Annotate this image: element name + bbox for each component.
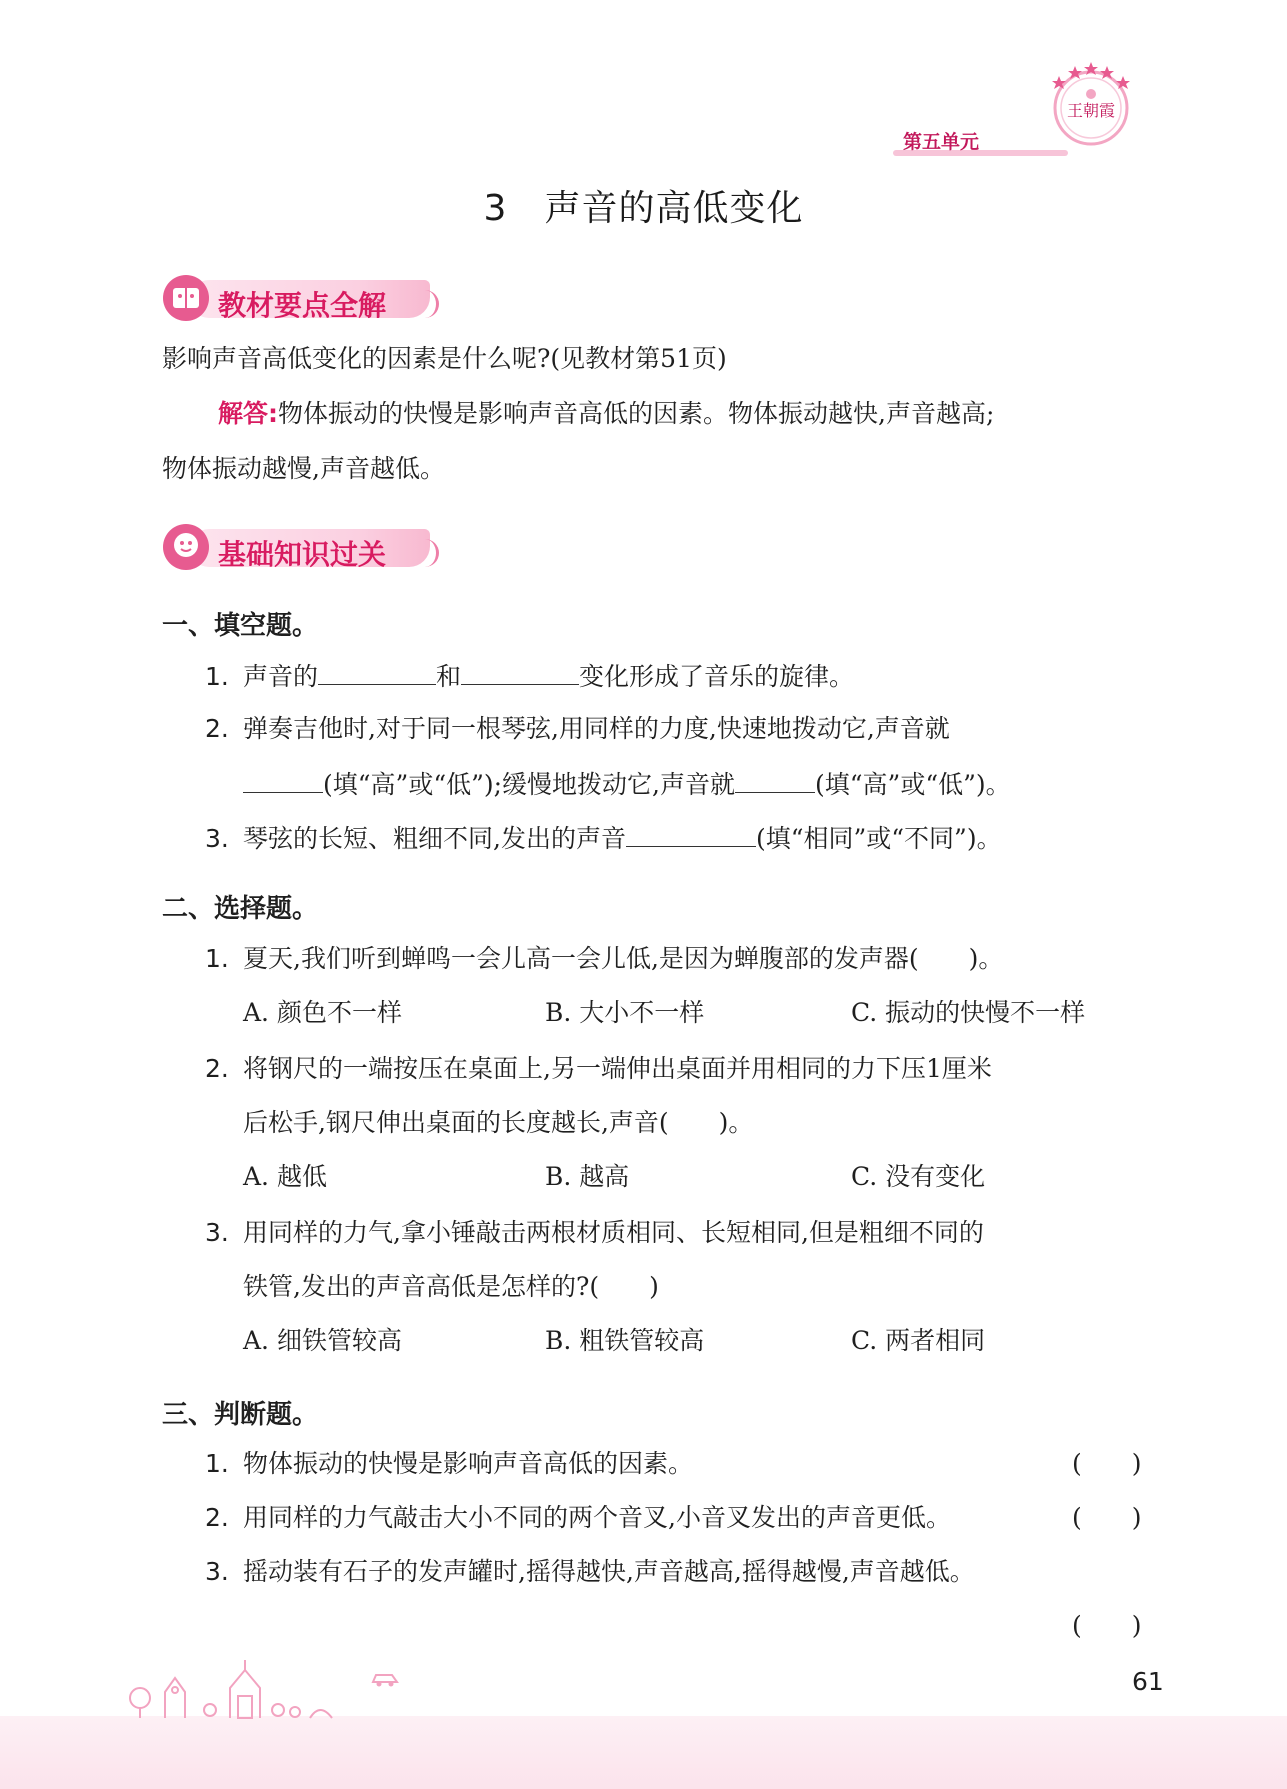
svg-text:王朝霞: 王朝霞 bbox=[1066, 101, 1116, 120]
section-banner-label: 教材要点全解 bbox=[218, 289, 387, 322]
answer-label: 解答: bbox=[218, 399, 278, 428]
fill-question-1: 1. 声音的 和 变化形成了音乐的旋律。 bbox=[205, 658, 854, 694]
option-b[interactable]: B. 粗铁管较高 bbox=[545, 1326, 705, 1355]
option-a[interactable]: A. 越低 bbox=[243, 1162, 327, 1191]
section-banner-textbook bbox=[160, 272, 440, 324]
answer-paren[interactable]: ( ) bbox=[1072, 1611, 1142, 1640]
option-b[interactable]: B. 大小不一样 bbox=[545, 998, 705, 1027]
answer-blank[interactable] bbox=[735, 766, 815, 793]
answer-line-2: 物体振动越慢,声音越低。 bbox=[162, 454, 445, 483]
answer-blank[interactable] bbox=[461, 658, 579, 685]
unit-label: 第五单元 bbox=[903, 131, 980, 153]
answer-line-1 bbox=[218, 397, 994, 431]
answer-blank[interactable] bbox=[243, 766, 323, 793]
page-title: 3 声音的高低变化 bbox=[483, 188, 804, 229]
town-illustration bbox=[120, 1640, 360, 1720]
page-number: 61 bbox=[1132, 1667, 1164, 1696]
judge-question-1: 1. 物体振动的快慢是影响声音高低的因素。 bbox=[205, 1449, 694, 1478]
heading-fill-in: 一、填空题。 bbox=[162, 611, 319, 641]
heading-multiple-choice: 二、选择题。 bbox=[162, 894, 319, 924]
judge-question-2: 2. 用同样的力气敲击大小不同的两个音叉,小音叉发出的声音更低。 bbox=[205, 1503, 951, 1532]
heading-true-false: 三、判断题。 bbox=[162, 1400, 319, 1430]
choice-question-3: 3. 用同样的力气,拿小锤敲击两根材质相同、长短相同,但是粗细不同的 bbox=[205, 1218, 984, 1247]
fill-question-3: 3. 琴弦的长短、粗细不同,发出的声音 (填“相同”或“不同”)。 bbox=[205, 820, 1002, 856]
answer-blank[interactable] bbox=[626, 820, 756, 847]
car-icon bbox=[370, 1668, 400, 1688]
option-c[interactable]: C. 没有变化 bbox=[851, 1162, 986, 1191]
publisher-logo bbox=[1045, 58, 1137, 150]
mascot-icon bbox=[160, 521, 212, 573]
answer-paren[interactable]: ( ) bbox=[1072, 1503, 1142, 1532]
footer-band bbox=[0, 1716, 1287, 1789]
judge-question-3: 3. 摇动装有石子的发声罐时,摇得越快,声音越高,摇得越慢,声音越低。 bbox=[205, 1557, 975, 1586]
answer-paren[interactable]: ( ) bbox=[1072, 1449, 1142, 1478]
choice-question-2-line-2: 后松手,钢尺伸出桌面的长度越长,声音( )。 bbox=[243, 1108, 754, 1137]
section-banner-label: 基础知识过关 bbox=[218, 538, 387, 571]
choice-question-1: 1. 夏天,我们听到蝉鸣一会儿高一会儿低,是因为蝉腹部的发声器( )。 bbox=[205, 944, 1004, 973]
option-b[interactable]: B. 越高 bbox=[545, 1162, 630, 1191]
option-c[interactable]: C. 两者相同 bbox=[851, 1326, 986, 1355]
option-a[interactable]: A. 细铁管较高 bbox=[243, 1326, 402, 1355]
option-a[interactable]: A. 颜色不一样 bbox=[243, 998, 402, 1027]
fill-question-2-line-2: (填“高”或“低”);缓慢地拨动它,声音就 (填“高”或“低”)。 bbox=[243, 766, 1011, 802]
choice-question-3-line-2: 铁管,发出的声音高低是怎样的?( ) bbox=[243, 1272, 659, 1301]
choice-question-2: 2. 将钢尺的一端按压在桌面上,另一端伸出桌面并用相同的力下压1厘米 bbox=[205, 1054, 992, 1083]
option-c[interactable]: C. 振动的快慢不一样 bbox=[851, 998, 1086, 1027]
answer-text-1: 物体振动的快慢是影响声音高低的因素。物体振动越快,声音越高; bbox=[278, 399, 995, 428]
textbook-question: 影响声音高低变化的因素是什么呢?(见教材第51页) bbox=[162, 344, 727, 373]
answer-blank[interactable] bbox=[318, 658, 436, 685]
section-banner-basics bbox=[160, 521, 440, 573]
book-icon bbox=[160, 272, 212, 324]
fill-question-2: 2. 弹奏吉他时,对于同一根琴弦,用同样的力度,快速地拨动它,声音就 bbox=[205, 714, 950, 743]
